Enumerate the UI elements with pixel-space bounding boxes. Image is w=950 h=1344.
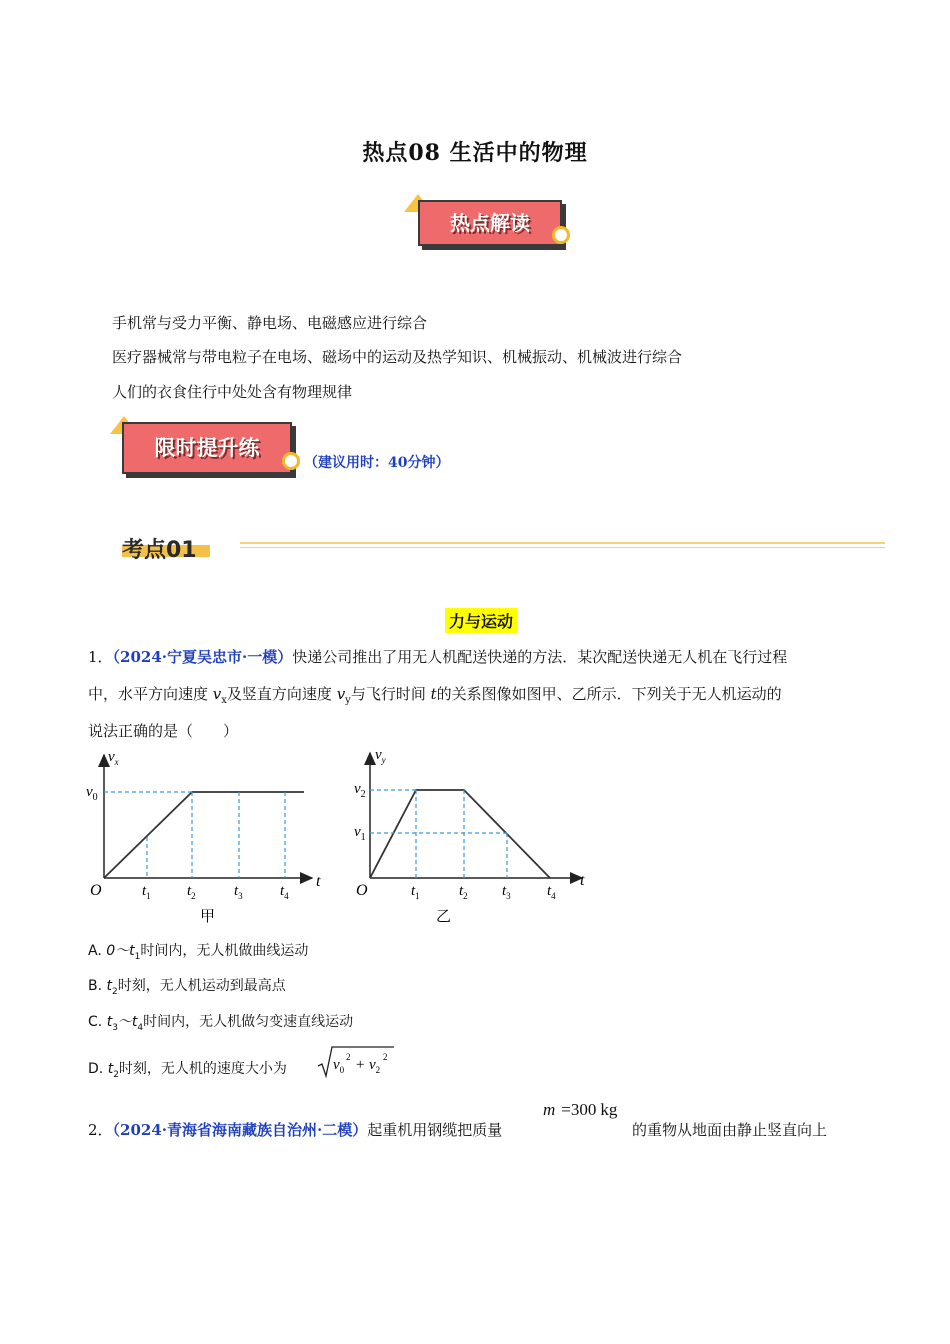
mass-unit: kg — [600, 1100, 618, 1119]
option-b[interactable] — [88, 975, 286, 997]
option-a[interactable] — [88, 940, 308, 962]
x-label: t — [316, 873, 321, 890]
graph-caption: 乙 — [436, 907, 452, 925]
plus-sign: + — [356, 1057, 365, 1073]
level-label: $v_0$ — [86, 784, 98, 803]
option-subscript: 2 — [113, 1069, 119, 1080]
question-text: 及竖直方向速度 — [226, 685, 337, 703]
badge-practice — [122, 422, 292, 474]
question-text: 的关系图像如图甲、乙所示．下列关于无人机运动的 — [436, 685, 782, 703]
option-label: D. — [88, 1061, 108, 1077]
mass-value: =300 — [561, 1100, 597, 1119]
option-text: 时间内，无人机做曲线运动 — [140, 943, 309, 959]
badge-interpret-label: 热点解读 — [450, 211, 530, 235]
tick-label: $t_3$ — [502, 883, 511, 901]
option-math: t — [106, 1014, 113, 1030]
badge-ring-decoration — [552, 226, 570, 244]
origin-label: O — [90, 882, 102, 899]
level-label: $v_2$ — [354, 781, 366, 800]
option-label: C. — [88, 1014, 107, 1030]
question-number: 2． — [88, 1121, 113, 1139]
suggested-time: （建议用时：40分钟） — [304, 455, 450, 471]
question-2-line-1 — [88, 1119, 502, 1140]
option-math: t — [107, 1061, 114, 1077]
question-source: （2024·宁夏吴忠市·一模） — [112, 648, 293, 666]
mass-variable: m — [543, 1100, 556, 1119]
badge-interpret — [418, 200, 562, 246]
tick-label: $t_2$ — [187, 883, 196, 901]
section-rule — [240, 547, 885, 548]
option-math: 0～t — [106, 943, 135, 959]
intro-line-1: 手机常与受力平衡、静电场、电磁感应进行综合 — [112, 314, 428, 332]
option-text: 时间内，无人机做匀变速直线运动 — [143, 1014, 354, 1030]
sqrt-formula — [316, 1044, 396, 1080]
mass-formula — [543, 1100, 617, 1120]
tick-label: $t_4$ — [280, 883, 289, 901]
var-subscript: x — [221, 695, 227, 706]
badge-ring-decoration — [282, 452, 300, 470]
intro-line-3: 人们的衣食住行中处处含有物理规律 — [112, 383, 353, 401]
question-number: 1． — [88, 648, 113, 666]
question-text: 与飞行时间 — [350, 685, 431, 703]
graph-yi — [350, 745, 600, 925]
question-text: 快递公司推出了用无人机配送快递的方法．某次配送快递无人机在飞行过程 — [292, 648, 788, 666]
question-text: 起重机用钢缆把质量 — [367, 1121, 503, 1139]
option-text: 时刻，无人机的速度大小为 — [118, 1061, 287, 1077]
graph-caption: 甲 — [200, 907, 216, 925]
badge-practice-label: 限时提升练 — [154, 436, 260, 460]
option-subscript: 3 — [112, 1022, 118, 1033]
var-v: v — [212, 685, 222, 703]
y-label: $v_x$ — [108, 749, 119, 767]
question-text: 中，水平方向速度 — [88, 685, 213, 703]
option-label: A. — [88, 943, 107, 959]
tick-label: $t_1$ — [411, 883, 420, 901]
question-1-line-2 — [88, 683, 782, 706]
tick-label: $t_1$ — [142, 883, 151, 901]
x-label: t — [580, 872, 585, 889]
section-label: 考点01 — [122, 538, 197, 563]
page-title: 热点08 生活中的物理 — [362, 140, 588, 166]
var-v: v — [336, 685, 346, 703]
tick-label: $t_3$ — [234, 883, 243, 901]
vy-line — [370, 790, 550, 878]
option-label: B. — [88, 978, 107, 994]
level-label: $v_1$ — [354, 824, 366, 843]
question-source: （2024·青海省海南藏族自治州·二模） — [112, 1121, 368, 1139]
question-2-text-cont: 的重物从地面由静止竖直向上 — [632, 1121, 828, 1139]
y-label: $v_y$ — [375, 747, 386, 765]
question-1-line-3: 说法正确的是（ ） — [88, 722, 239, 740]
option-subscript: 1 — [134, 951, 141, 962]
option-subscript: 4 — [137, 1022, 144, 1033]
var-subscript: y — [345, 695, 351, 706]
var-t: t — [430, 685, 437, 703]
intro-line-2: 医疗器械常与带电粒子在电场、磁场中的运动及热学知识、机械振动、机械波进行综合 — [112, 348, 683, 366]
exponent: 2 — [383, 1052, 388, 1062]
exponent: 2 — [346, 1052, 351, 1062]
section-rule — [240, 542, 885, 544]
question-1-line-1 — [88, 646, 787, 667]
tick-label: $t_2$ — [459, 883, 468, 901]
sqrt-term-v2: $v_2$ — [369, 1057, 381, 1075]
tick-label: $t_4$ — [547, 883, 556, 901]
option-math: ～t — [117, 1014, 138, 1030]
option-c[interactable] — [88, 1011, 353, 1033]
option-subscript: 2 — [112, 986, 118, 997]
option-math: t — [106, 978, 113, 994]
sqrt-term-v0: $v_0$ — [333, 1057, 345, 1075]
vx-line — [104, 792, 304, 878]
origin-label: O — [356, 882, 368, 899]
option-d[interactable] — [88, 1058, 287, 1080]
option-text: 时刻，无人机运动到最高点 — [117, 978, 286, 994]
topic-heading: 力与运动 — [445, 608, 517, 633]
graph-jia — [84, 745, 334, 925]
